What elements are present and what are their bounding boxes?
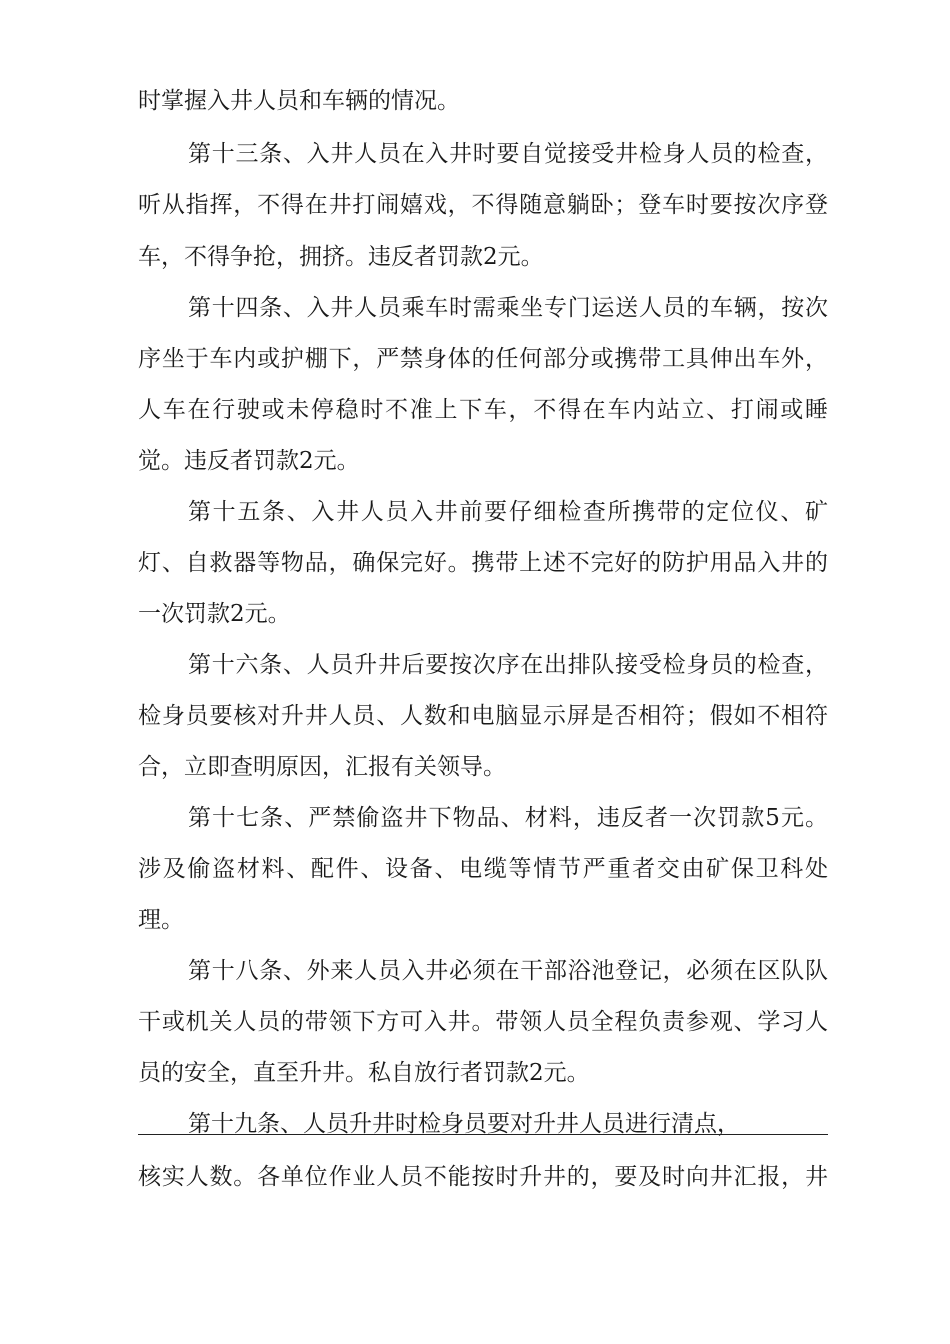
text-line: 第十六条、人员升井后要按次序在出排队接受检身员的检查， xyxy=(188,652,828,678)
text-line: 第十四条、入井人员乘车时需乘坐专门运送人员的车辆，按次 xyxy=(188,295,828,321)
text-line: 一次罚款2元。 xyxy=(138,601,291,627)
text-line: 第十八条、外来人员入井必须在干部浴池登记，必须在区队队 xyxy=(188,958,828,984)
text-line: 第十五条、入井人员入井前要仔细检查所携带的定位仪、矿 xyxy=(188,499,828,525)
text-line: 第十三条、入井人员在入井时要自觉接受井检身人员的检查， xyxy=(188,141,828,167)
text-line: 涉及偷盗材料、配件、设备、电缆等情节严重者交由矿保卫科处 xyxy=(138,856,828,882)
text-line: 理。 xyxy=(138,907,184,933)
text-line: 员的安全，直至升井。私自放行者罚款2元。 xyxy=(138,1060,590,1086)
text-line: 合，立即查明原因，汇报有关领导。 xyxy=(138,754,506,780)
text-line: 听从指挥，不得在井打闹嬉戏，不得随意躺卧；登车时要按次序登 xyxy=(138,192,828,218)
text-line: 觉。违反者罚款2元。 xyxy=(138,448,360,474)
text-line: 第十九条、人员升井时检身员要对升井人员进行清点， xyxy=(188,1111,740,1137)
text-line: 车，不得争抢，拥挤。违反者罚款2元。 xyxy=(138,244,544,270)
text-line: 检身员要核对升井人员、人数和电脑显示屏是否相符；假如不相符 xyxy=(138,703,828,729)
text-line: 第十七条、严禁偷盗井下物品、材料，违反者一次罚款5元。 xyxy=(188,805,828,831)
footnote-line: 核实人数。各单位作业人员不能按时升井的，要及时向井汇报，井 xyxy=(138,1164,828,1190)
text-line: 时掌握入井人员和车辆的情况。 xyxy=(138,88,460,114)
text-line: 序坐于车内或护棚下，严禁身体的任何部分或携带工具伸出车外， xyxy=(138,346,828,372)
text-line: 干或机关人员的带领下方可入井。带领人员全程负责参观、学习人 xyxy=(138,1009,828,1035)
footnote-divider xyxy=(138,1134,828,1135)
text-line: 人车在行驶或未停稳时不准上下车，不得在车内站立、打闹或睡 xyxy=(138,397,828,423)
text-line: 灯、自救器等物品，确保完好。携带上述不完好的防护用品入井的 xyxy=(138,550,828,576)
